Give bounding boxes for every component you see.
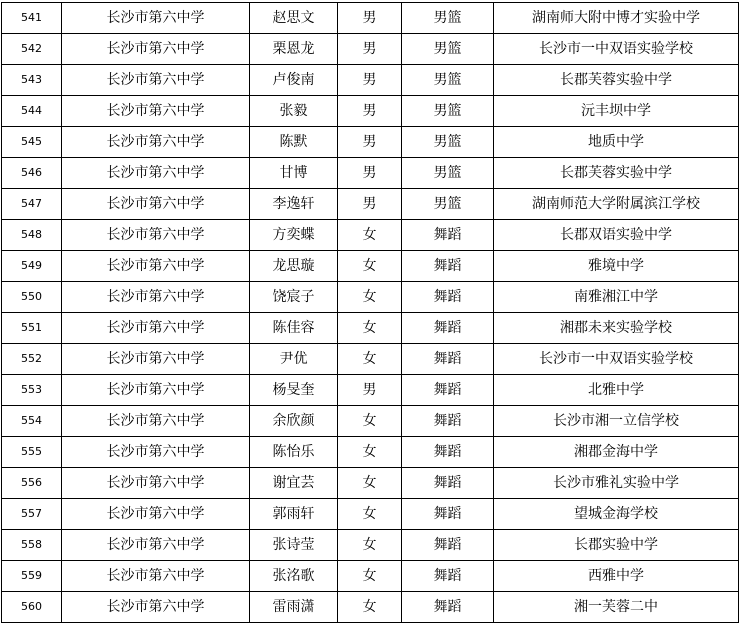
target-school-cell: 湖南师范大学附属滨江学校 [494,189,739,220]
row-number: 550 [2,282,62,313]
table-row [2,282,739,313]
target-school-cell: 地质中学 [494,127,739,158]
school-cell: 长沙市第六中学 [62,530,250,561]
target-school-cell: 湘郡金海中学 [494,437,739,468]
category-cell: 男篮 [402,65,494,96]
row-number: 549 [2,251,62,282]
gender-cell: 女 [338,530,402,561]
target-school-cell: 长沙市一中双语实验学校 [494,34,739,65]
target-school-cell: 长沙市湘一立信学校 [494,406,739,437]
table-row [2,189,739,220]
table-row [2,561,739,592]
school-cell: 长沙市第六中学 [62,158,250,189]
table-row [2,499,739,530]
name-cell: 李逸轩 [250,189,338,220]
table-row [2,530,739,561]
name-cell: 卢俊南 [250,65,338,96]
name-cell: 张洺歌 [250,561,338,592]
target-school-cell: 湘一芙蓉二中 [494,592,739,623]
table-row [2,592,739,623]
target-school-cell: 长郡芙蓉实验中学 [494,65,739,96]
table-row [2,34,739,65]
category-cell: 男篮 [402,3,494,34]
target-school-cell: 北雅中学 [494,375,739,406]
name-cell: 杨旻奎 [250,375,338,406]
table-row [2,375,739,406]
gender-cell: 男 [338,375,402,406]
category-cell: 男篮 [402,158,494,189]
gender-cell: 男 [338,65,402,96]
school-cell: 长沙市第六中学 [62,96,250,127]
row-number: 545 [2,127,62,158]
table-row [2,251,739,282]
target-school-cell: 雅境中学 [494,251,739,282]
row-number: 541 [2,3,62,34]
category-cell: 男篮 [402,127,494,158]
name-cell: 方奕蝶 [250,220,338,251]
category-cell: 舞蹈 [402,468,494,499]
row-number: 556 [2,468,62,499]
target-school-cell: 沅丰坝中学 [494,96,739,127]
row-number: 558 [2,530,62,561]
category-cell: 舞蹈 [402,561,494,592]
school-cell: 长沙市第六中学 [62,189,250,220]
school-cell: 长沙市第六中学 [62,220,250,251]
category-cell: 舞蹈 [402,375,494,406]
category-cell: 舞蹈 [402,437,494,468]
school-cell: 长沙市第六中学 [62,468,250,499]
name-cell: 陈怡乐 [250,437,338,468]
name-cell: 余欣颜 [250,406,338,437]
school-cell: 长沙市第六中学 [62,561,250,592]
table-row [2,3,739,34]
row-number: 542 [2,34,62,65]
category-cell: 男篮 [402,189,494,220]
target-school-cell: 西雅中学 [494,561,739,592]
row-number: 552 [2,344,62,375]
name-cell: 尹优 [250,344,338,375]
gender-cell: 男 [338,158,402,189]
school-cell: 长沙市第六中学 [62,251,250,282]
gender-cell: 男 [338,127,402,158]
gender-cell: 男 [338,189,402,220]
gender-cell: 女 [338,313,402,344]
name-cell: 龙思璇 [250,251,338,282]
name-cell: 赵思文 [250,3,338,34]
gender-cell: 女 [338,406,402,437]
target-school-cell: 湘郡未来实验学校 [494,313,739,344]
gender-cell: 男 [338,34,402,65]
gender-cell: 女 [338,220,402,251]
row-number: 547 [2,189,62,220]
category-cell: 舞蹈 [402,530,494,561]
gender-cell: 女 [338,561,402,592]
gender-cell: 男 [338,96,402,127]
category-cell: 男篮 [402,96,494,127]
school-cell: 长沙市第六中学 [62,282,250,313]
school-cell: 长沙市第六中学 [62,3,250,34]
school-cell: 长沙市第六中学 [62,65,250,96]
name-cell: 陈默 [250,127,338,158]
gender-cell: 女 [338,499,402,530]
row-number: 560 [2,592,62,623]
category-cell: 舞蹈 [402,592,494,623]
table-row [2,406,739,437]
gender-cell: 女 [338,282,402,313]
row-number: 544 [2,96,62,127]
name-cell: 陈佳容 [250,313,338,344]
target-school-cell: 长郡实验中学 [494,530,739,561]
row-number: 551 [2,313,62,344]
row-number: 546 [2,158,62,189]
category-cell: 舞蹈 [402,220,494,251]
gender-cell: 女 [338,592,402,623]
table-row [2,158,739,189]
target-school-cell: 长郡芙蓉实验中学 [494,158,739,189]
category-cell: 舞蹈 [402,251,494,282]
row-number: 554 [2,406,62,437]
row-number: 559 [2,561,62,592]
name-cell: 雷雨潇 [250,592,338,623]
school-cell: 长沙市第六中学 [62,499,250,530]
school-cell: 长沙市第六中学 [62,437,250,468]
category-cell: 男篮 [402,34,494,65]
row-number: 543 [2,65,62,96]
table-row [2,220,739,251]
name-cell: 张毅 [250,96,338,127]
school-cell: 长沙市第六中学 [62,34,250,65]
name-cell: 谢宜芸 [250,468,338,499]
table-row [2,65,739,96]
target-school-cell: 长郡双语实验中学 [494,220,739,251]
category-cell: 舞蹈 [402,344,494,375]
target-school-cell: 长沙市一中双语实验学校 [494,344,739,375]
school-cell: 长沙市第六中学 [62,375,250,406]
table-body [2,3,739,623]
school-cell: 长沙市第六中学 [62,406,250,437]
name-cell: 甘博 [250,158,338,189]
row-number: 553 [2,375,62,406]
gender-cell: 女 [338,468,402,499]
category-cell: 舞蹈 [402,313,494,344]
row-number: 548 [2,220,62,251]
category-cell: 舞蹈 [402,499,494,530]
target-school-cell: 长沙市雅礼实验中学 [494,468,739,499]
table-row [2,344,739,375]
table-row [2,437,739,468]
school-cell: 长沙市第六中学 [62,344,250,375]
table-row [2,127,739,158]
row-number: 557 [2,499,62,530]
school-cell: 长沙市第六中学 [62,127,250,158]
target-school-cell: 湖南师大附中博才实验中学 [494,3,739,34]
name-cell: 张诗莹 [250,530,338,561]
name-cell: 栗恩龙 [250,34,338,65]
gender-cell: 男 [338,3,402,34]
target-school-cell: 望城金海学校 [494,499,739,530]
name-cell: 郭雨轩 [250,499,338,530]
gender-cell: 女 [338,437,402,468]
table-row [2,313,739,344]
row-number: 555 [2,437,62,468]
name-cell: 饶宸子 [250,282,338,313]
gender-cell: 女 [338,344,402,375]
school-cell: 长沙市第六中学 [62,592,250,623]
gender-cell: 女 [338,251,402,282]
table-row [2,468,739,499]
table-row [2,96,739,127]
school-cell: 长沙市第六中学 [62,313,250,344]
target-school-cell: 南雅湘江中学 [494,282,739,313]
student-table [1,2,739,623]
category-cell: 舞蹈 [402,406,494,437]
category-cell: 舞蹈 [402,282,494,313]
